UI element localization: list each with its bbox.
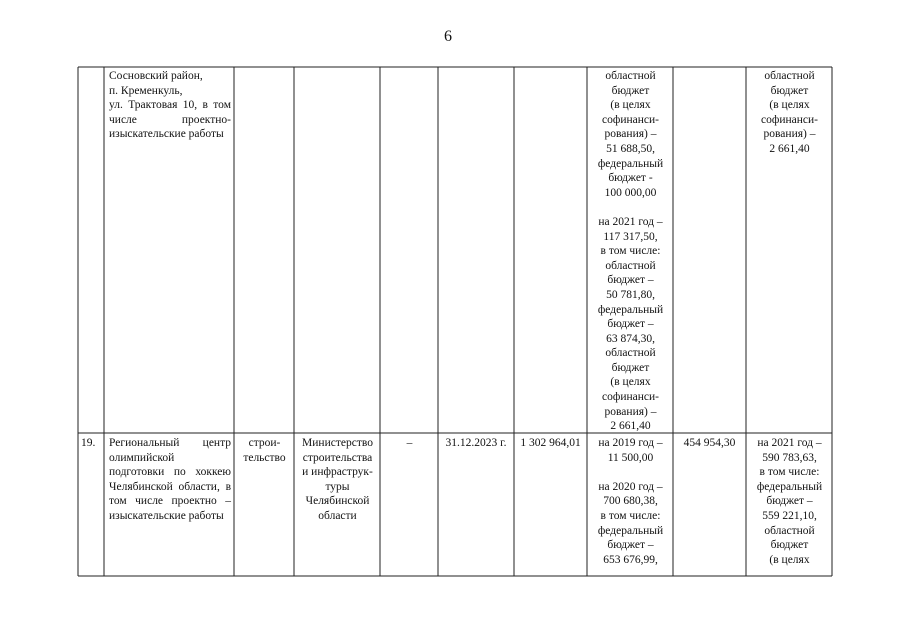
row-2-date: 31.12.2023 г. — [445, 437, 507, 449]
row-2-amount: 454 954,30 — [683, 437, 736, 449]
row-1-financing: областной бюджет (в целях софинанси- рования) – 51 688,50, федеральный бюджет - 100 000,00 на 2021 год – 117 317,50, в том числе: областной бюджет – 50 781,80, федеральный бюджет – 63 874,30, областной бюджет (в целях софинанси- рования) – 2 661,40 — [597, 70, 664, 433]
row-2-number: 19. — [81, 437, 96, 449]
page-number: 6 — [444, 28, 452, 45]
row-1-limits: областной бюджет (в целях софинанси- рования) – 2 661,40 — [761, 70, 818, 155]
row-2-type: строи- тельство — [243, 437, 286, 464]
row-2-dash: – — [406, 437, 413, 449]
row-2-name: Региональный центр олимпийской подготовки по хоккею Челябинской области, в том числе проектно – изыскательские работы — [109, 437, 231, 522]
row-2-financing: на 2019 год – 11 500,00 на 2020 год – 700 680,38, в том числе: федеральный бюджет – 653 676,99, — [597, 437, 664, 566]
row-2-customer: Министерство строительства и инфраструк- туры Челябинской области — [302, 437, 373, 522]
row-2-limits: на 2021 год – 590 783,63, в том числе: федеральный бюджет – 559 221,10, областной бюджет (в целях — [756, 437, 823, 566]
row-1-name: Сосновский район, п. Кременкуль, ул. Трактовая 10, в том числе проектно-изыскательские работы — [109, 70, 231, 141]
row-2-cost: 1 302 964,01 — [520, 437, 581, 449]
